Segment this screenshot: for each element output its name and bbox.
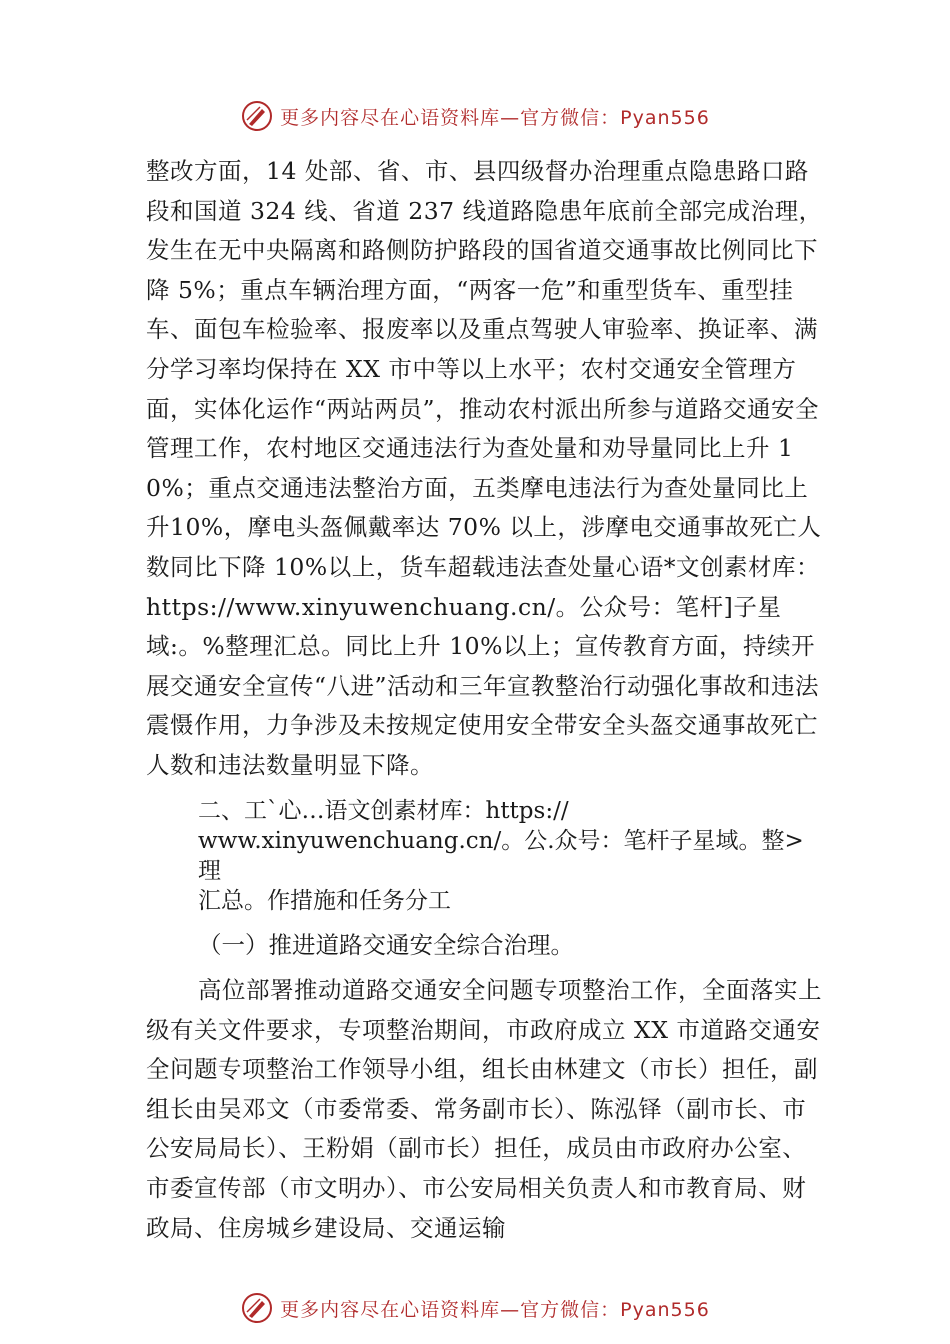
header-banner <box>0 96 950 136</box>
paragraph-1: 整改方面，14 处部、省、市、县四级督办治理重点隐患路口路段和国道 324 线、省道 237 线道路隐患年底前全部完成治理，发生在无中央隔离和路侧防护路段的国省道交通事故比例同比下降 5%；重点车辆治理方面，“两客一危”和重型货车、重型挂车、面包车检验率、报废率以及重点驾驶人审验率、换证率、满分学习率均保持在 XX 市中等以上水平；农村交通安全管理方面，实体化运作“两站两员”，推动农村派出所参与道路交通安全管理工作，农村地区交通违法行为查处量和劝导量同比上升 10%；重点交通违法整治方面，五类摩电违法行为查处量同比上升10%，摩电头盔佩戴率达 70% 以上，涉摩电交通事故死亡人数同比下降 10%以上，货车超载违法查处量心语*文创素材库：https://www.xinyuwenchuang.cn/。公众号：笔杆]子星域:。%整理汇总。同比上升 10%以上；宣传教育方面，持续开展交通安全宣传“八进”活动和三年宣教整治行动强化事故和违法震慑作用，力争涉及未按规定使用安全带安全头盔交通事故死亡人数和违法数量明显下降。 <box>146 157 823 779</box>
paragraph-2: 高位部署推动道路交通安全问题专项整治工作，全面落实上级有关文件要求，专项整治期间，市政府成立 XX 市道路交通安全问题专项整治工作领导小组，组长由林建文（市长）担任，副组长由吴邓文（市委常委、常务副市长）、陈泓铎（副市长、市公安局局长）、王粉娟（副市长）担任，成员由市政府办公室、市委宣传部（市文明办）、市公安局相关负责人和市教育局、财政局、住房城乡建设局、交通运输 <box>146 976 822 1242</box>
section-heading-line-2: www.xinyuwenchuang.cn/。公.众号：笔杆子星域。整>理 <box>198 827 804 884</box>
pen-logo-icon <box>240 1291 274 1325</box>
footer-banner-text: 更多内容尽在心语资料库—官方微信：Pyan556 <box>280 1298 710 1321</box>
sub-heading-1: （一）推进道路交通安全综合治理。 <box>198 930 574 959</box>
pen-logo-icon <box>240 99 274 133</box>
section-heading-line-3: 汇总。作措施和任务分工 <box>198 887 451 914</box>
header-banner-text: 更多内容尽在心语资料库—官方微信：Pyan556 <box>280 106 710 129</box>
section-heading-line-1: 二、工`心…语文创素材库：https:// <box>198 797 569 824</box>
document-body <box>146 152 826 1248</box>
section-heading-two <box>146 796 826 916</box>
footer-banner <box>0 1288 950 1328</box>
